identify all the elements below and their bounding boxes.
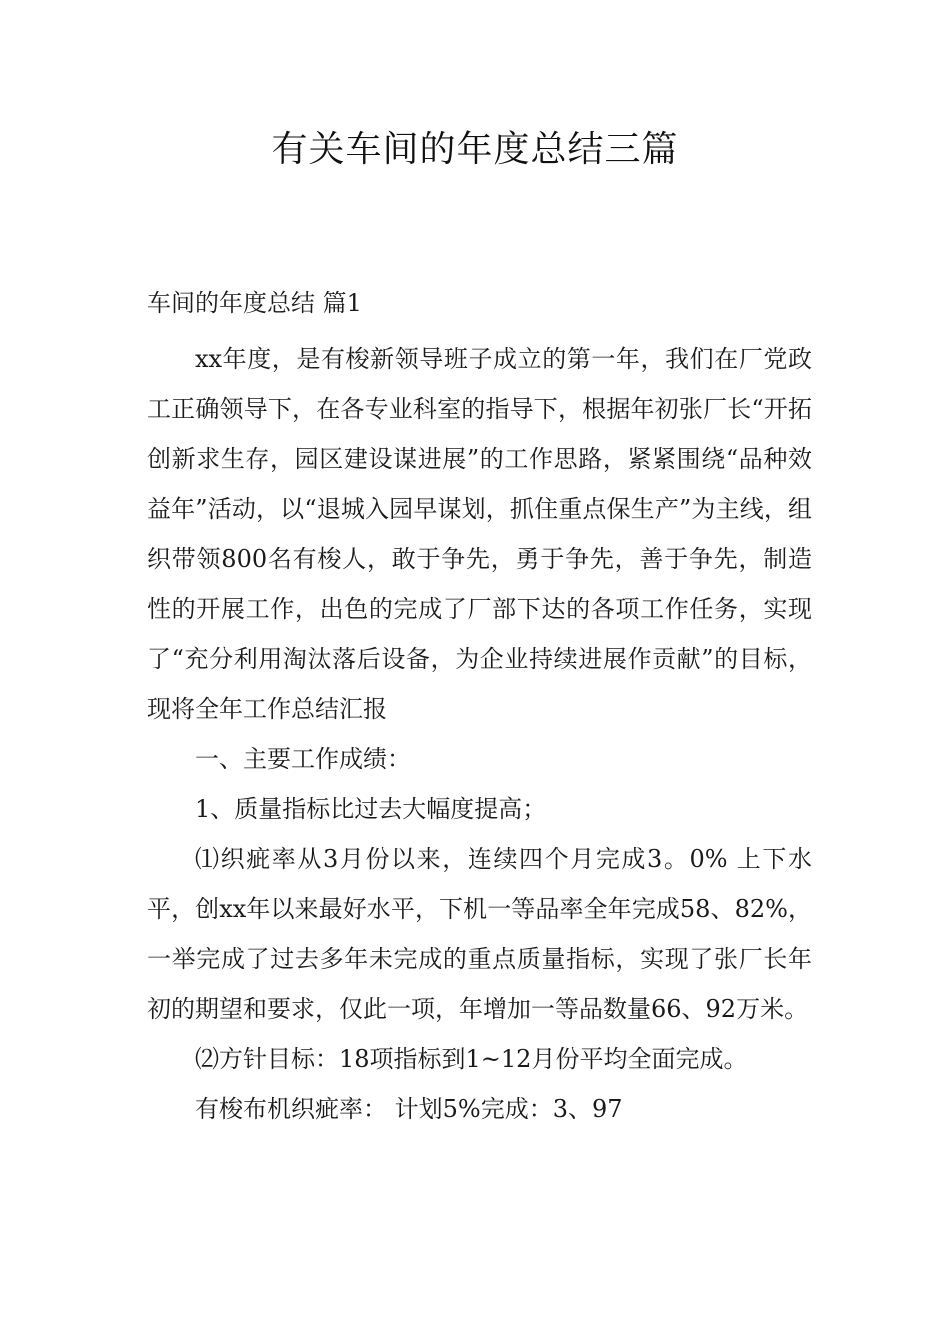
policy-target-item: ⑵方针目标：18项指标到1~12月份平均全面完成。: [195, 1045, 748, 1073]
document-body: [147, 278, 812, 1134]
quality-indicator-item: 1、质量指标比过去大幅度提高；: [195, 795, 547, 823]
shuttle-loom-defect-rate-line: 有梭布机织疵率： 计划5%完成：3、97: [195, 1095, 623, 1123]
defect-rate-paragraph: ⑴织疵率从3月份以来，连续四个月完成3。0% 上下水平，创xx年以来最好水平，下机一等品率全年完成58、82%，一举完成了过去多年未完成的重点质量指标，实现了张厂长年初的期望和要求，仅此一项，年增加一等品数量66、92万米。: [147, 845, 812, 1023]
main-achievements-heading: 一、主要工作成绩：: [195, 745, 411, 773]
section-heading: 车间的年度总结 篇1: [147, 289, 362, 317]
intro-paragraph: xx年度，是有梭新领导班子成立的第一年，我们在厂党政工正确领导下，在各专业科室的指导下，根据年初张厂长“开拓创新求生存，园区建设谋进展”的工作思路，紧紧围绕“品种效益年”活动，以“退城入园早谋划，抓住重点保生产”为主线，组织带领800名有梭人，敢于争先，勇于争先，善于争先，制造性的开展工作，出色的完成了厂部下达的各项工作任务，实现了“充分利用淘汰落后设备，为企业持续进展作贡献”的目标，现将全年工作总结汇报: [147, 345, 812, 723]
page-title: 有关车间的年度总结三篇: [271, 129, 679, 170]
